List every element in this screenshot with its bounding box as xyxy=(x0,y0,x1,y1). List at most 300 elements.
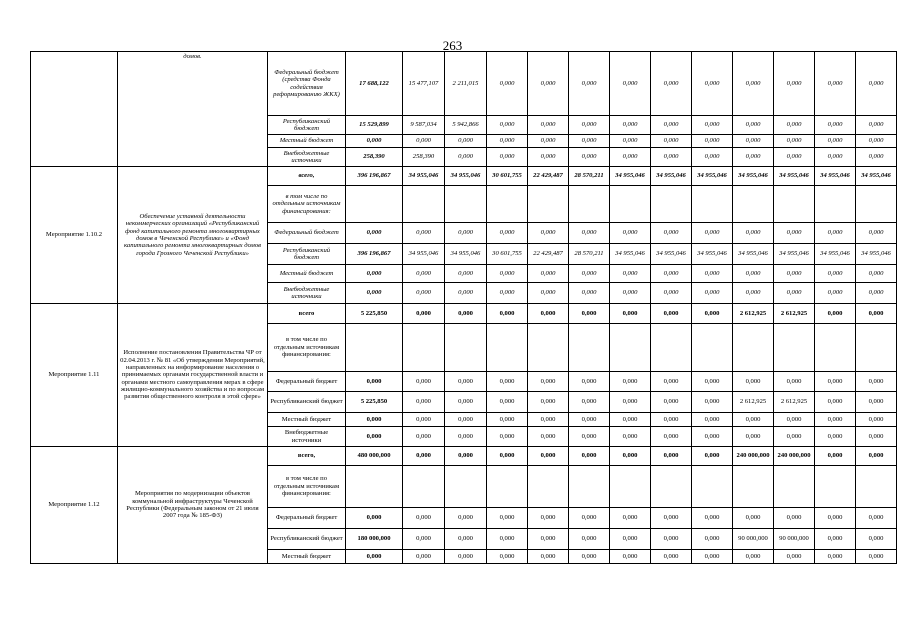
year-amount: 0,000 xyxy=(733,372,774,392)
year-amount: 0,000 xyxy=(569,283,610,304)
year-amount: 0,000 xyxy=(774,52,815,116)
year-amount: 0,000 xyxy=(692,508,733,529)
year-amount: 0,000 xyxy=(445,447,487,466)
year-amount: 34 955,046 xyxy=(651,167,692,186)
year-amount: 0,000 xyxy=(610,529,651,550)
year-amount: 2 612,925 xyxy=(774,392,815,413)
total-amount: 0,000 xyxy=(346,135,403,148)
year-amount: 0,000 xyxy=(692,265,733,283)
year-amount: 0,000 xyxy=(733,427,774,447)
year-amount: 34 955,046 xyxy=(651,244,692,265)
year-amount: 0,000 xyxy=(487,135,528,148)
funding-source: Республиканский бюджет xyxy=(268,529,346,550)
year-amount: 0,000 xyxy=(487,550,528,564)
year-amount: 0,000 xyxy=(528,508,569,529)
year-amount xyxy=(856,466,897,508)
year-amount: 34 955,046 xyxy=(733,167,774,186)
year-amount xyxy=(528,324,569,372)
year-amount: 2 211,015 xyxy=(445,52,487,116)
year-amount xyxy=(815,186,856,223)
year-amount: 0,000 xyxy=(733,52,774,116)
year-amount: 0,000 xyxy=(610,116,651,135)
year-amount: 0,000 xyxy=(733,116,774,135)
total-amount xyxy=(346,186,403,223)
year-amount: 0,000 xyxy=(445,135,487,148)
year-amount: 0,000 xyxy=(528,550,569,564)
year-amount: 0,000 xyxy=(692,223,733,244)
funding-source: всего, xyxy=(268,167,346,186)
year-amount xyxy=(815,324,856,372)
year-amount: 0,000 xyxy=(815,223,856,244)
year-amount: 0,000 xyxy=(733,550,774,564)
year-amount: 0,000 xyxy=(733,508,774,529)
year-amount: 0,000 xyxy=(856,529,897,550)
year-amount: 28 570,211 xyxy=(569,244,610,265)
funding-source: в том числе по отдельным источникам финансирования: xyxy=(268,324,346,372)
year-amount: 22 429,487 xyxy=(528,167,569,186)
funding-source: Местный бюджет xyxy=(268,135,346,148)
year-amount: 0,000 xyxy=(692,392,733,413)
year-amount: 0,000 xyxy=(528,265,569,283)
funding-source: Внебюджетные источники xyxy=(268,148,346,167)
year-amount: 0,000 xyxy=(815,427,856,447)
year-amount: 0,000 xyxy=(528,283,569,304)
year-amount: 0,000 xyxy=(692,135,733,148)
year-amount: 0,000 xyxy=(856,550,897,564)
year-amount: 0,000 xyxy=(692,447,733,466)
year-amount: 0,000 xyxy=(815,508,856,529)
total-amount: 0,000 xyxy=(346,550,403,564)
year-amount: 34 955,046 xyxy=(403,244,445,265)
year-amount xyxy=(445,324,487,372)
year-amount: 0,000 xyxy=(815,304,856,324)
year-amount: 0,000 xyxy=(445,148,487,167)
year-amount: 0,000 xyxy=(528,116,569,135)
year-amount xyxy=(528,186,569,223)
year-amount: 0,000 xyxy=(403,413,445,427)
funding-source: Местный бюджет xyxy=(268,550,346,564)
year-amount: 0,000 xyxy=(528,135,569,148)
year-amount: 0,000 xyxy=(487,148,528,167)
year-amount: 0,000 xyxy=(528,392,569,413)
year-amount: 0,000 xyxy=(651,265,692,283)
year-amount xyxy=(651,466,692,508)
year-amount: 34 955,046 xyxy=(733,244,774,265)
year-amount: 0,000 xyxy=(692,413,733,427)
year-amount xyxy=(651,186,692,223)
year-amount: 0,000 xyxy=(403,304,445,324)
year-amount xyxy=(403,466,445,508)
year-amount: 0,000 xyxy=(856,413,897,427)
total-amount: 5 225,850 xyxy=(346,392,403,413)
year-amount: 258,390 xyxy=(403,148,445,167)
year-amount: 0,000 xyxy=(815,550,856,564)
year-amount: 0,000 xyxy=(487,508,528,529)
year-amount xyxy=(774,186,815,223)
year-amount: 0,000 xyxy=(445,413,487,427)
year-amount: 0,000 xyxy=(692,529,733,550)
year-amount: 0,000 xyxy=(569,223,610,244)
year-amount: 0,000 xyxy=(733,223,774,244)
funding-source: в том числе по отдельным источникам финансирования: xyxy=(268,186,346,223)
year-amount: 0,000 xyxy=(528,304,569,324)
year-amount xyxy=(733,186,774,223)
year-amount: 0,000 xyxy=(774,265,815,283)
table-row xyxy=(31,167,897,186)
year-amount: 0,000 xyxy=(610,52,651,116)
year-amount: 0,000 xyxy=(487,283,528,304)
year-amount: 0,000 xyxy=(610,427,651,447)
year-amount: 0,000 xyxy=(692,283,733,304)
year-amount: 0,000 xyxy=(445,265,487,283)
year-amount: 30 601,755 xyxy=(487,244,528,265)
year-amount: 0,000 xyxy=(651,447,692,466)
total-amount: 180 000,000 xyxy=(346,529,403,550)
year-amount: 0,000 xyxy=(856,148,897,167)
year-amount: 0,000 xyxy=(610,508,651,529)
year-amount: 0,000 xyxy=(610,223,651,244)
year-amount: 0,000 xyxy=(733,283,774,304)
year-amount: 0,000 xyxy=(487,529,528,550)
year-amount: 0,000 xyxy=(487,304,528,324)
year-amount: 0,000 xyxy=(528,372,569,392)
year-amount: 0,000 xyxy=(815,52,856,116)
funding-source: Федеральный бюджет xyxy=(268,223,346,244)
year-amount: 0,000 xyxy=(815,283,856,304)
year-amount: 2 612,925 xyxy=(733,392,774,413)
total-amount: 0,000 xyxy=(346,283,403,304)
funding-source: Республиканский бюджет xyxy=(268,116,346,135)
year-amount: 0,000 xyxy=(487,265,528,283)
funding-source: всего, xyxy=(268,447,346,466)
year-amount: 34 955,046 xyxy=(815,244,856,265)
year-amount xyxy=(569,466,610,508)
year-amount: 0,000 xyxy=(856,447,897,466)
year-amount xyxy=(610,324,651,372)
year-amount: 0,000 xyxy=(774,223,815,244)
year-amount: 0,000 xyxy=(856,427,897,447)
year-amount: 0,000 xyxy=(610,304,651,324)
year-amount: 0,000 xyxy=(403,550,445,564)
year-amount: 0,000 xyxy=(774,148,815,167)
year-amount xyxy=(487,466,528,508)
year-amount: 0,000 xyxy=(733,135,774,148)
year-amount: 0,000 xyxy=(651,52,692,116)
total-amount: 5 225,850 xyxy=(346,304,403,324)
measure-description: домов. xyxy=(118,52,268,167)
measure-description: Исполнение постановления Правительства ЧР от 02.04.2013 г. № 81 «Об утверждении Мероприятий, направленных на информирование населения о принимаемых органами государственной власти и органами местного самоуправления мерах в сфере жилищно-коммунального хозяйства и по вопросам развития общественного контроля в этой сфере» xyxy=(118,304,268,447)
year-amount: 0,000 xyxy=(774,550,815,564)
year-amount: 0,000 xyxy=(856,265,897,283)
year-amount: 0,000 xyxy=(445,550,487,564)
year-amount: 0,000 xyxy=(528,427,569,447)
year-amount: 0,000 xyxy=(856,372,897,392)
year-amount: 0,000 xyxy=(445,392,487,413)
year-amount: 0,000 xyxy=(528,447,569,466)
year-amount: 0,000 xyxy=(651,135,692,148)
year-amount: 0,000 xyxy=(445,304,487,324)
year-amount: 0,000 xyxy=(569,508,610,529)
year-amount: 0,000 xyxy=(610,372,651,392)
year-amount: 34 955,046 xyxy=(692,244,733,265)
year-amount: 0,000 xyxy=(610,265,651,283)
year-amount: 0,000 xyxy=(692,372,733,392)
year-amount: 34 955,046 xyxy=(856,167,897,186)
year-amount: 0,000 xyxy=(487,413,528,427)
year-amount xyxy=(487,324,528,372)
year-amount: 0,000 xyxy=(692,427,733,447)
year-amount: 34 955,046 xyxy=(610,244,651,265)
total-amount: 0,000 xyxy=(346,413,403,427)
year-amount: 0,000 xyxy=(610,283,651,304)
year-amount xyxy=(487,186,528,223)
year-amount: 0,000 xyxy=(692,116,733,135)
year-amount: 0,000 xyxy=(856,392,897,413)
funding-source: в том числе по отдельным источникам финансирования: xyxy=(268,466,346,508)
year-amount: 0,000 xyxy=(692,148,733,167)
funding-source: Внебюджетные источники xyxy=(268,283,346,304)
funding-source: Федеральный бюджет (средства Фонда содействия реформированию ЖКХ) xyxy=(268,52,346,116)
year-amount: 0,000 xyxy=(487,372,528,392)
year-amount: 0,000 xyxy=(445,427,487,447)
year-amount: 28 570,211 xyxy=(569,167,610,186)
year-amount: 0,000 xyxy=(487,116,528,135)
year-amount: 0,000 xyxy=(403,372,445,392)
year-amount xyxy=(692,466,733,508)
year-amount xyxy=(692,186,733,223)
year-amount: 34 955,046 xyxy=(856,244,897,265)
year-amount: 0,000 xyxy=(569,413,610,427)
year-amount xyxy=(445,466,487,508)
year-amount: 0,000 xyxy=(856,52,897,116)
year-amount: 34 955,046 xyxy=(774,244,815,265)
year-amount: 0,000 xyxy=(610,392,651,413)
measure-code: Мероприятие 1.12 xyxy=(31,447,118,564)
year-amount: 22 429,487 xyxy=(528,244,569,265)
year-amount: 0,000 xyxy=(774,413,815,427)
year-amount: 0,000 xyxy=(528,52,569,116)
total-amount xyxy=(346,466,403,508)
year-amount: 0,000 xyxy=(610,148,651,167)
year-amount: 0,000 xyxy=(403,223,445,244)
year-amount xyxy=(610,466,651,508)
year-amount: 240 000,000 xyxy=(733,447,774,466)
year-amount: 0,000 xyxy=(815,148,856,167)
year-amount: 0,000 xyxy=(528,223,569,244)
year-amount: 0,000 xyxy=(774,372,815,392)
total-amount xyxy=(346,324,403,372)
year-amount: 0,000 xyxy=(733,265,774,283)
year-amount: 0,000 xyxy=(569,52,610,116)
total-amount: 0,000 xyxy=(346,508,403,529)
year-amount: 2 612,925 xyxy=(733,304,774,324)
year-amount: 0,000 xyxy=(692,550,733,564)
year-amount: 0,000 xyxy=(815,372,856,392)
page-number: 263 xyxy=(442,38,463,53)
year-amount: 0,000 xyxy=(651,223,692,244)
year-amount: 0,000 xyxy=(651,304,692,324)
year-amount: 240 000,000 xyxy=(774,447,815,466)
year-amount xyxy=(733,324,774,372)
year-amount: 30 601,755 xyxy=(487,167,528,186)
year-amount: 0,000 xyxy=(569,427,610,447)
year-amount: 0,000 xyxy=(403,447,445,466)
year-amount xyxy=(774,324,815,372)
year-amount: 0,000 xyxy=(651,508,692,529)
total-amount: 15 529,899 xyxy=(346,116,403,135)
year-amount: 15 477,107 xyxy=(403,52,445,116)
total-amount: 17 688,122 xyxy=(346,52,403,116)
year-amount: 0,000 xyxy=(528,148,569,167)
table-row xyxy=(31,52,897,116)
funding-source: Республиканский бюджет xyxy=(268,392,346,413)
year-amount: 0,000 xyxy=(815,447,856,466)
year-amount: 0,000 xyxy=(569,135,610,148)
year-amount: 0,000 xyxy=(774,427,815,447)
year-amount xyxy=(856,186,897,223)
year-amount: 0,000 xyxy=(651,372,692,392)
year-amount: 0,000 xyxy=(403,283,445,304)
year-amount: 0,000 xyxy=(569,447,610,466)
year-amount: 0,000 xyxy=(651,283,692,304)
funding-source: Республиканский бюджет xyxy=(268,244,346,265)
year-amount: 0,000 xyxy=(403,392,445,413)
year-amount: 2 612,925 xyxy=(774,304,815,324)
year-amount: 0,000 xyxy=(487,52,528,116)
year-amount: 0,000 xyxy=(610,135,651,148)
year-amount xyxy=(610,186,651,223)
year-amount xyxy=(774,466,815,508)
year-amount: 0,000 xyxy=(815,265,856,283)
funding-source: всего xyxy=(268,304,346,324)
budget-table xyxy=(30,51,897,564)
funding-source: Федеральный бюджет xyxy=(268,372,346,392)
year-amount xyxy=(692,324,733,372)
year-amount: 0,000 xyxy=(651,550,692,564)
total-amount: 258,390 xyxy=(346,148,403,167)
year-amount: 0,000 xyxy=(733,413,774,427)
table-row xyxy=(31,447,897,466)
funding-source: Местный бюджет xyxy=(268,265,346,283)
year-amount: 0,000 xyxy=(445,223,487,244)
year-amount: 0,000 xyxy=(774,116,815,135)
year-amount: 34 955,046 xyxy=(445,167,487,186)
year-amount xyxy=(528,466,569,508)
measure-code: Мероприятие 1.10.2 xyxy=(31,167,118,304)
year-amount: 0,000 xyxy=(815,392,856,413)
year-amount: 0,000 xyxy=(815,529,856,550)
year-amount: 0,000 xyxy=(445,508,487,529)
year-amount xyxy=(569,324,610,372)
year-amount: 34 955,046 xyxy=(692,167,733,186)
year-amount: 0,000 xyxy=(856,135,897,148)
year-amount: 0,000 xyxy=(774,135,815,148)
year-amount xyxy=(403,324,445,372)
year-amount: 0,000 xyxy=(403,135,445,148)
year-amount: 34 955,046 xyxy=(610,167,651,186)
table-row xyxy=(31,304,897,324)
year-amount: 0,000 xyxy=(445,283,487,304)
year-amount xyxy=(569,186,610,223)
year-amount: 0,000 xyxy=(569,304,610,324)
year-amount: 0,000 xyxy=(403,508,445,529)
measure-code: Мероприятие 1.11 xyxy=(31,304,118,447)
year-amount: 0,000 xyxy=(445,372,487,392)
year-amount xyxy=(815,466,856,508)
total-amount: 480 000,000 xyxy=(346,447,403,466)
year-amount: 0,000 xyxy=(445,529,487,550)
year-amount: 0,000 xyxy=(487,427,528,447)
year-amount: 0,000 xyxy=(733,148,774,167)
year-amount: 0,000 xyxy=(651,427,692,447)
year-amount: 0,000 xyxy=(856,508,897,529)
year-amount: 5 942,866 xyxy=(445,116,487,135)
year-amount: 0,000 xyxy=(569,529,610,550)
year-amount: 0,000 xyxy=(487,392,528,413)
year-amount: 0,000 xyxy=(774,508,815,529)
total-amount: 0,000 xyxy=(346,372,403,392)
year-amount xyxy=(651,324,692,372)
year-amount: 0,000 xyxy=(856,116,897,135)
year-amount: 0,000 xyxy=(856,304,897,324)
year-amount: 0,000 xyxy=(856,283,897,304)
year-amount: 0,000 xyxy=(528,413,569,427)
year-amount: 0,000 xyxy=(815,116,856,135)
funding-source: Внебюджетные источники xyxy=(268,427,346,447)
year-amount: 0,000 xyxy=(610,550,651,564)
year-amount xyxy=(733,466,774,508)
year-amount: 90 000,000 xyxy=(774,529,815,550)
year-amount: 0,000 xyxy=(692,304,733,324)
year-amount: 0,000 xyxy=(856,223,897,244)
year-amount: 0,000 xyxy=(403,265,445,283)
year-amount: 0,000 xyxy=(815,413,856,427)
year-amount: 0,000 xyxy=(528,529,569,550)
measure-description: Обеспечение уставной деятельности некоммерческих организаций «Республиканский фонд капитального ремонта многоквартирных домов в Чеченской Республике» и «Фонд капитального ремонта многоквартирных домов города Грозного Чеченской Республики» xyxy=(118,167,268,304)
total-amount: 0,000 xyxy=(346,265,403,283)
year-amount: 0,000 xyxy=(569,372,610,392)
year-amount xyxy=(445,186,487,223)
year-amount: 34 955,046 xyxy=(403,167,445,186)
measure-code xyxy=(31,52,118,167)
year-amount: 0,000 xyxy=(487,447,528,466)
year-amount: 0,000 xyxy=(403,427,445,447)
year-amount: 34 955,046 xyxy=(815,167,856,186)
year-amount: 0,000 xyxy=(569,392,610,413)
total-amount: 396 196,867 xyxy=(346,244,403,265)
year-amount: 0,000 xyxy=(569,550,610,564)
year-amount: 9 587,034 xyxy=(403,116,445,135)
year-amount: 34 955,046 xyxy=(445,244,487,265)
year-amount: 0,000 xyxy=(651,148,692,167)
year-amount: 0,000 xyxy=(651,392,692,413)
year-amount: 0,000 xyxy=(610,447,651,466)
year-amount: 0,000 xyxy=(651,529,692,550)
total-amount: 0,000 xyxy=(346,223,403,244)
year-amount: 0,000 xyxy=(403,529,445,550)
year-amount: 0,000 xyxy=(774,283,815,304)
year-amount: 0,000 xyxy=(569,265,610,283)
year-amount: 0,000 xyxy=(651,116,692,135)
year-amount: 0,000 xyxy=(610,413,651,427)
year-amount: 34 955,046 xyxy=(774,167,815,186)
year-amount xyxy=(856,324,897,372)
year-amount: 0,000 xyxy=(487,223,528,244)
year-amount: 90 000,000 xyxy=(733,529,774,550)
year-amount xyxy=(403,186,445,223)
funding-source: Местный бюджет xyxy=(268,413,346,427)
total-amount: 396 196,867 xyxy=(346,167,403,186)
